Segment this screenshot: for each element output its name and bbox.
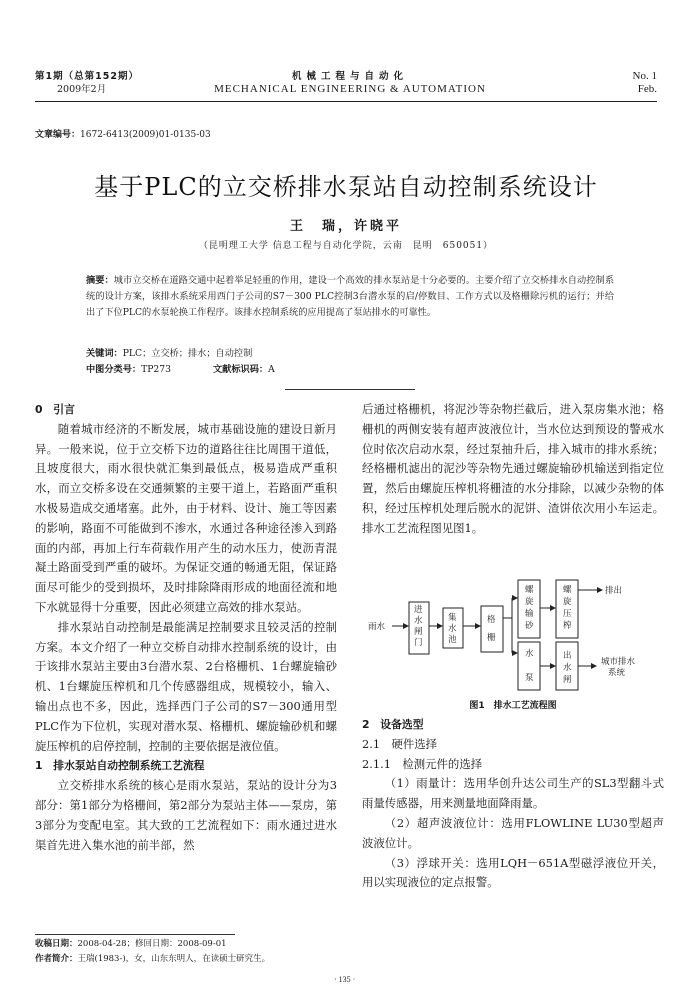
figure-1-caption: 图1 排水工艺流程图 (469, 701, 557, 711)
affiliation: （昆明理工大学 信息工程与自动化学院，云南 昆明 650051） (198, 241, 494, 251)
section-0-paragraph-1: 随着城市经济的不断发展，城市基础设施的建设日新月异。一般来说，位于立交桥下边的道路往往比周围干道低，且坡度很大，雨水很快就汇集到最低点，极易造成严重积水，而立交桥多设在交通频繁的主要干道上，若路面严重积水极易造成交通堵塞。此外，由于材料、设计、施工等因素的影响，路面不可能做到不渗水，水通过各种途径渗入到路面的内部，再加上行车荷载作用产生的动水压力，使沥青混凝土路面受到严重的破坏。为保证交通的畅通无阻，保证路面尽可能少的受到损坏，及时排除降雨形成的地面径流和地下水就显得十分重要，因此必须建立高效的排水泵站。 (35, 421, 337, 614)
doc-code-value: A (268, 364, 275, 375)
left-column (35, 400, 337, 855)
node-grille-label: 格栅 (487, 615, 496, 643)
footnote-author (35, 952, 435, 967)
clc-value: TP273 (141, 364, 171, 375)
node-discharge: 排出 (605, 586, 623, 596)
keywords (86, 346, 614, 362)
process-flow-diagram (362, 578, 664, 696)
page-number: · 135 · (334, 975, 356, 984)
article-number-value: 1672-6413(2009)01-0135-03 (80, 130, 211, 140)
classification (86, 362, 614, 378)
clc-label: 中图分类号： (86, 364, 142, 375)
footnote-received-label: 收稿日期： (35, 939, 78, 949)
footnote-received (35, 937, 435, 952)
node-grille (481, 606, 503, 652)
header-rule (35, 101, 657, 102)
journal-name-cn: 机械工程与自动化 (291, 71, 408, 82)
section-2-1-1-heading: 2.1.1 检测元件的选择 (362, 756, 483, 771)
node-city-drain: 城市排水系统 (601, 657, 636, 678)
node-rain: 雨水 (368, 622, 386, 632)
section-2-1-heading: 2.1 硬件选择 (362, 736, 438, 751)
item-ultrasonic-level: （2）超声波液位计：选用FLOWLINE LU30型超声波液位计。 (362, 815, 664, 850)
article-number (35, 127, 211, 140)
right-column-top (362, 400, 664, 539)
journal-name (180, 70, 520, 96)
section-2-heading: 2 设备选型 (362, 718, 424, 731)
article-number-label: 文章编号： (35, 130, 81, 140)
item-rain-gauge: （1）雨量计：选用华创升达公司生产的SL3型翻斗式雨量传感器，用来测量地面降雨量。 (362, 776, 664, 811)
node-pump-label: 水泵 (525, 649, 534, 683)
node-inlet-gate-label: 进水闸门 (414, 605, 423, 648)
abstract-separator (285, 389, 415, 390)
footnote-received-value: 2008-04-28；修回日期：2008-09-01 (77, 939, 227, 949)
abstract-label: 摘要： (86, 275, 114, 286)
issue-info-en (577, 70, 657, 96)
paper-title: 基于PLC的立交桥排水泵站自动控制系统设计 (94, 173, 598, 201)
section-1-heading: 1 排水泵站自动控制系统工艺流程 (35, 759, 205, 773)
issue-no-en: No. 1 (632, 70, 657, 82)
authors: 王 瑞，许晓平 (289, 219, 402, 234)
node-press-label: 螺旋压榨 (563, 585, 572, 631)
doc-code-label: 文献标识码： (212, 364, 269, 375)
footnote (35, 937, 435, 967)
section-0-heading: 0 引言 (35, 403, 75, 416)
issue-date: 2009年2月 (57, 84, 107, 95)
right-column-bottom (362, 715, 664, 893)
node-sand-conveyor-label: 螺旋输砂 (525, 585, 534, 631)
footnote-author-label: 作者简介： (35, 954, 78, 964)
issue-number: 第1期（总第152期） (35, 71, 139, 82)
abstract-text: 城市立交桥在道路交通中起着举足轻重的作用，建设一个高效的排水泵站是十分必要的。主要介绍了立交桥排水自动控制系统的设计方案，该排水系统采用西门子公司的S7－300 PLC控制3台潜水泵的启/停数目、工作方式以及格栅除污机的运行；并给出了下位PLC的水泵轮换工作程序。该排水控制系统的应用提高了泵站排水的可靠性。 (86, 275, 615, 318)
section-0-paragraph-2: 排水泵站自动控制是最能满足控制要求且较灵活的控制方案。本文介绍了一种立交桥自动排水控制系统的设计，由于该排水泵站主要由3台潜水泵、2台格栅机、1台螺旋输砂机、1台螺旋压榨机和几个传感器组成，规模较小，输入、输出点也不多，因此，选择西门子公司的S7－300通用型PLC作为下位机，实现对潜水泵、格栅机、螺旋输砂机和螺旋压榨机的启停控制，控制的主要依据是液位值。 (35, 619, 337, 753)
node-sump-label: 集水池 (448, 613, 457, 645)
issue-info (35, 70, 175, 96)
section-1-paragraph-1: 立交桥排水系统的核心是雨水泵站，泵站的设计分为3部分：第1部分为格栅间，第2部分为泵站主体——泵房，第3部分为变配电室。其大致的工艺流程如下：雨水通过进水渠首先进入集水池的前半部，然 (35, 778, 337, 852)
abstract (86, 273, 614, 321)
journal-name-en: MECHANICAL ENGINEERING & AUTOMATION (214, 83, 486, 95)
node-outlet-gate-label: 出水闸 (563, 651, 572, 685)
footnote-author-value: 王瑞(1983-)，女，山东东明人，在读硕士研究生。 (77, 954, 271, 964)
issue-month-en: Feb. (637, 83, 657, 95)
item-float-switch: （3）浮球开关：选用LQH－651A型磁浮液位开关，用以实现液位的定点报警。 (362, 855, 664, 890)
keywords-label: 关键词： (86, 348, 123, 359)
footnote-rule (35, 934, 235, 935)
section-1-paragraph-continued: 后通过格栅机，将泥沙等杂物拦截后，进入泵房集水池；格栅机的两侧安装有超声波液位计，当水位达到预设的警戒水位时依次启动水泵，经过泵抽升后，排入城市的排水系统；经格栅机滤出的泥沙等杂物先通过螺旋输砂机输送到指定位置，然后由螺旋压榨机将栅渣的水分排除，以减少杂物的体积，经过压榨机处理后脱水的泥饼、渣饼依次用小车运走。排水工艺流程图见图1。 (362, 402, 664, 535)
keywords-text: PLC；立交桥；排水；自动控制 (122, 348, 253, 359)
